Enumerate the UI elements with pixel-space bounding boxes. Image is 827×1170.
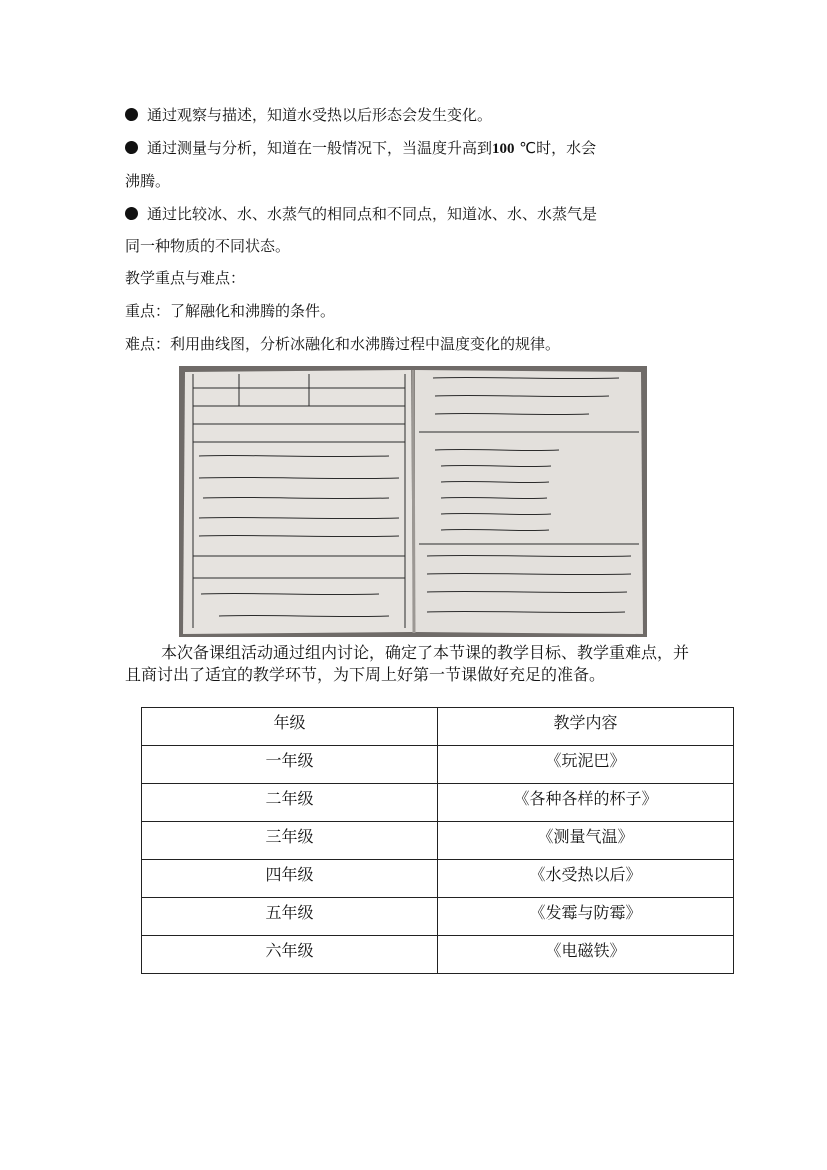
grade-cell: 六年级 xyxy=(142,936,438,974)
grade-cell: 三年级 xyxy=(142,822,438,860)
objective-2 xyxy=(125,138,596,159)
key-point: 重点：了解融化和沸腾的条件。 xyxy=(125,302,336,320)
objective-3-text: 通过比较冰、水、水蒸气的相同点和不同点，知道冰、水、水蒸气是 xyxy=(147,205,598,223)
grade-cell: 五年级 xyxy=(142,898,438,936)
grade-cell: 四年级 xyxy=(142,860,438,898)
grade-cell: 一年级 xyxy=(142,746,438,784)
table-row xyxy=(142,860,734,898)
table-row xyxy=(142,898,734,936)
grade-cell: 二年级 xyxy=(142,784,438,822)
focus-heading: 教学重点与难点： xyxy=(125,269,246,287)
table-header-row xyxy=(142,708,734,746)
content-cell: 《测量气温》 xyxy=(438,822,734,860)
objective-2-continuation: 沸腾。 xyxy=(125,172,171,190)
lesson-plan-photo xyxy=(179,366,647,637)
header-grade: 年级 xyxy=(142,708,438,746)
content-cell: 《水受热以后》 xyxy=(438,860,734,898)
table-row xyxy=(142,822,734,860)
temperature-value: 100 xyxy=(492,141,515,157)
objective-2-text-a: 通过测量与分析，知道在一般情况下，当温度升高到 xyxy=(147,139,493,157)
table-row xyxy=(142,936,734,974)
grade-content-table xyxy=(141,707,734,974)
summary-line-1: 本次备课组活动通过组内讨论，确定了本节课的教学目标、教学重难点，并 xyxy=(161,643,690,662)
objective-1 xyxy=(125,105,492,125)
content-cell: 《玩泥巴》 xyxy=(438,746,734,784)
header-content: 教学内容 xyxy=(438,708,734,746)
content-cell: 《各种各样的杯子》 xyxy=(438,784,734,822)
objective-3-continuation: 同一种物质的不同状态。 xyxy=(125,237,291,255)
table-row xyxy=(142,746,734,784)
content-cell: 《电磁铁》 xyxy=(438,936,734,974)
objective-1-text: 通过观察与描述，知道水受热以后形态会发生变化。 xyxy=(147,106,493,124)
summary-line-2: 且商讨出了适宜的教学环节，为下周上好第一节课做好充足的准备。 xyxy=(125,665,606,684)
objective-3 xyxy=(125,204,597,224)
content-cell: 《发霉与防霉》 xyxy=(438,898,734,936)
difficulty: 难点：利用曲线图，分析冰融化和水沸腾过程中温度变化的规律。 xyxy=(125,335,561,353)
bullet-icon xyxy=(125,141,138,154)
bullet-icon xyxy=(125,108,138,121)
table-row xyxy=(142,784,734,822)
bullet-icon xyxy=(125,207,138,220)
objective-2-text-b: ℃时，水会 xyxy=(514,139,597,157)
